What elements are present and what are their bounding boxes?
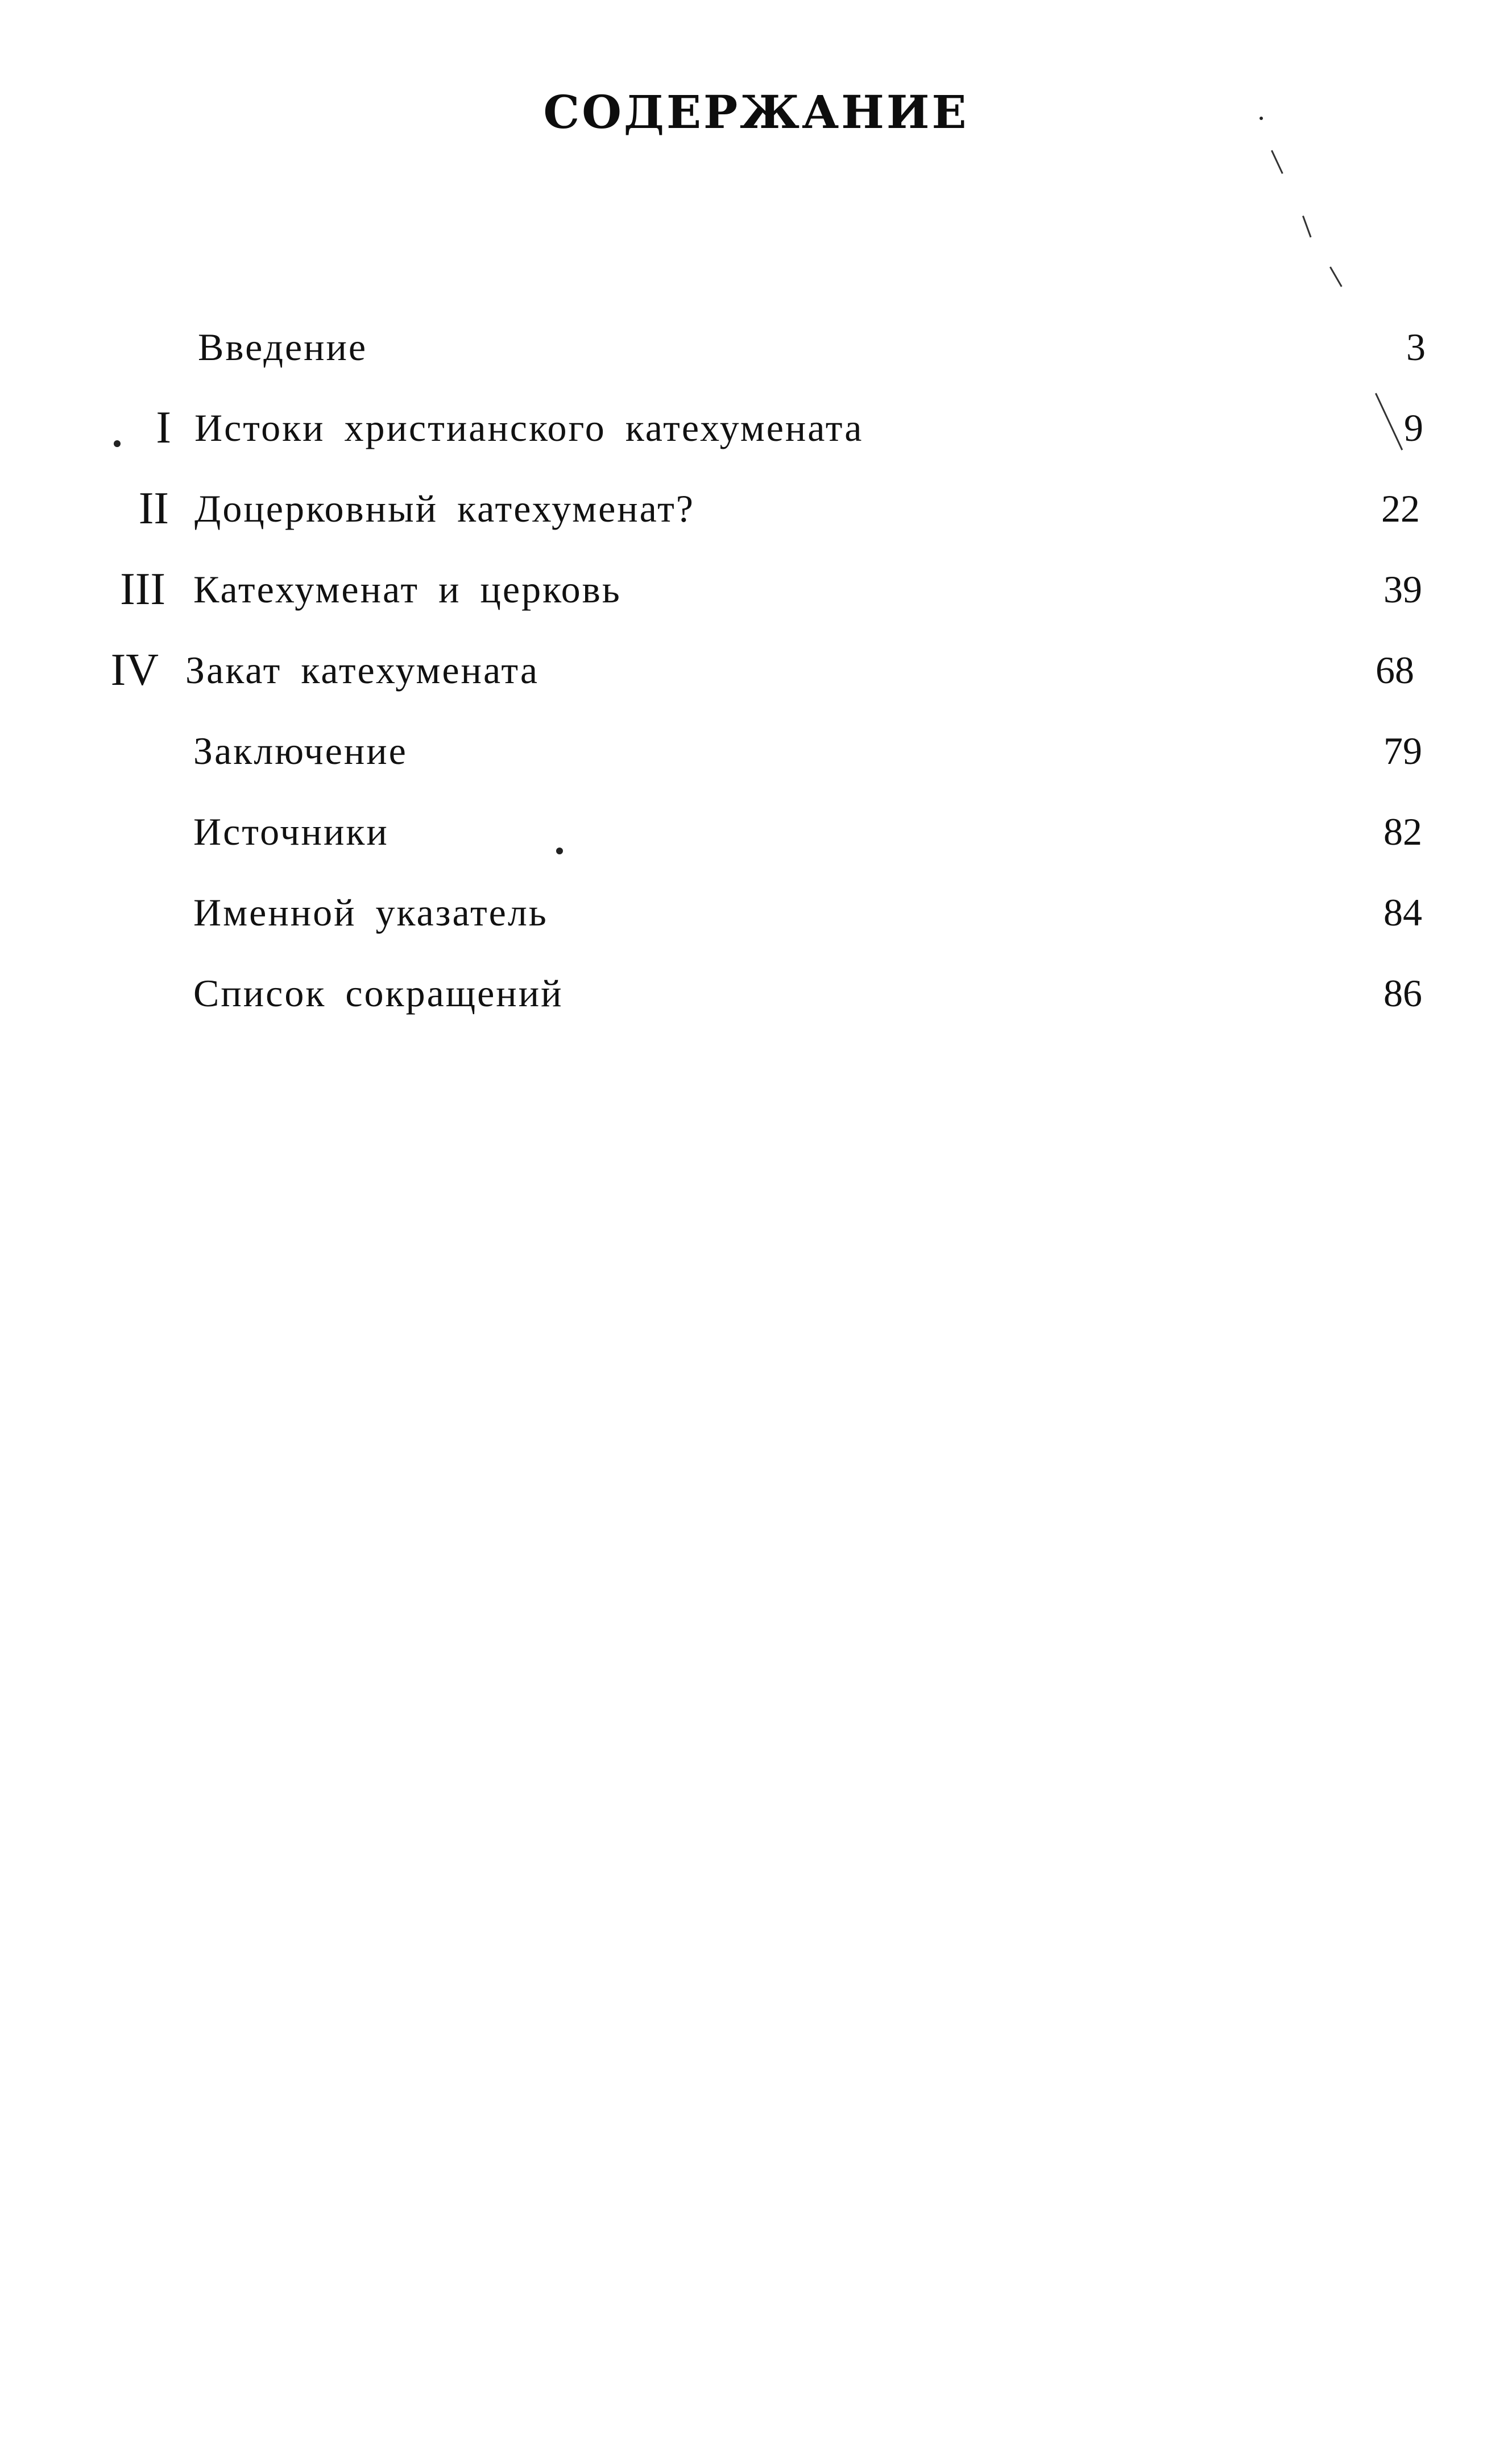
toc-entry-label: Катехуменат и церковь [193, 568, 622, 611]
toc-page-number: 9 [1404, 406, 1423, 449]
toc-entry-label: Заключение [193, 729, 408, 772]
pencil-mark [1302, 216, 1312, 238]
ink-speck [114, 440, 121, 447]
toc-page-number: 3 [1406, 325, 1426, 369]
toc-entry-label: Закат катехумената [185, 648, 540, 692]
toc-entry-label: Именной указатель [193, 891, 548, 934]
ink-speck [1260, 117, 1263, 120]
toc-row[interactable] [0, 722, 1512, 803]
table-of-contents [0, 319, 1512, 1045]
toc-row[interactable] [0, 803, 1512, 884]
toc-row[interactable] [0, 884, 1512, 965]
toc-page-number: 22 [1381, 487, 1420, 530]
chapter-number: I [156, 403, 171, 453]
toc-page-number: 86 [1383, 972, 1422, 1015]
chapter-number: III [120, 564, 165, 614]
toc-row[interactable] [0, 561, 1512, 642]
toc-row[interactable] [0, 319, 1512, 399]
page-title: СОДЕРЖАНИЕ [543, 85, 969, 139]
pencil-mark [1329, 267, 1343, 287]
pencil-mark [1375, 393, 1403, 451]
toc-row[interactable] [0, 399, 1512, 480]
toc-entry-label: Истоки христианского катехумената [194, 406, 864, 449]
toc-entry-label: Доцерковный катехуменат? [194, 487, 695, 530]
toc-row[interactable] [0, 642, 1512, 722]
pencil-mark [1271, 150, 1283, 174]
toc-page-number: 82 [1383, 810, 1422, 853]
chapter-number: II [138, 483, 169, 534]
toc-entry-label: Источники [193, 810, 389, 853]
toc-page-number: 39 [1383, 568, 1422, 611]
chapter-number: IV [110, 645, 159, 695]
toc-entry-label: Введение [198, 325, 368, 369]
toc-entry-label: Список сокращений [193, 972, 564, 1015]
toc-row[interactable] [0, 480, 1512, 561]
toc-page-number: 84 [1383, 891, 1422, 934]
toc-row[interactable] [0, 965, 1512, 1045]
ink-speck [556, 848, 563, 854]
toc-page-number: 79 [1383, 729, 1422, 772]
toc-page-number: 68 [1376, 648, 1414, 692]
